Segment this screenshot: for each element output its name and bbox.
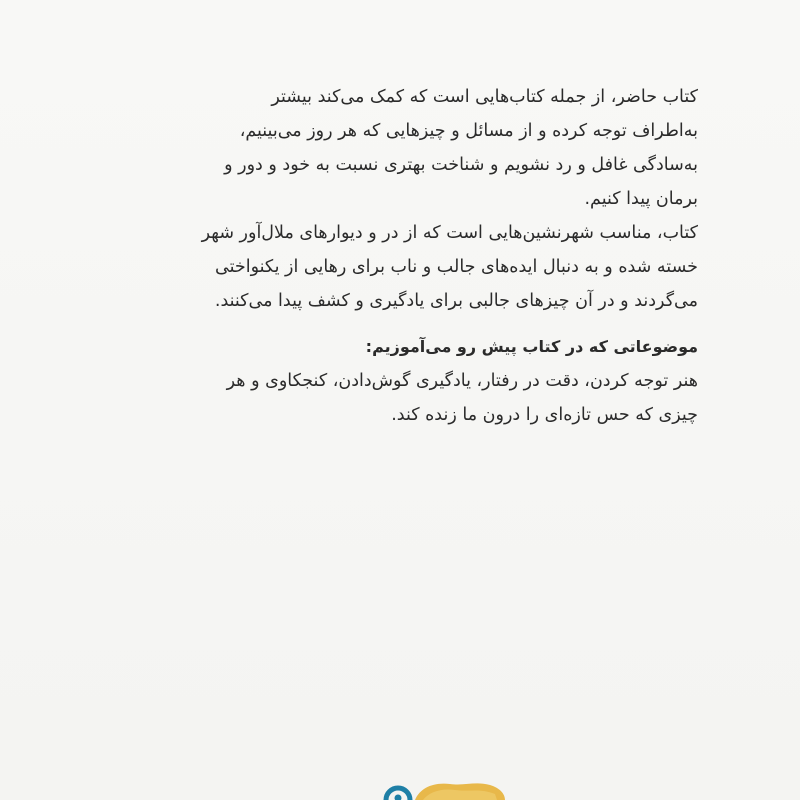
paragraph-1-line-2: به‌اطراف توجه کرده و از مسائل و چیزهایی که هر روز می‌بینیم، xyxy=(239,121,698,141)
paragraph-1-line-1: کتاب حاضر، از جمله کتاب‌هایی است که کمک می‌کند بیشتر xyxy=(271,87,698,107)
publisher-logo-icon xyxy=(382,772,414,800)
topics-line-2: چیزی که حس تازه‌ای را درون ما زنده کند. xyxy=(391,405,698,425)
yellow-blob-decoration xyxy=(415,780,505,800)
paragraph-2-line-2: خسته شده و به دنبال ایده‌های جالب و ناب برای رهایی از یکنواختی xyxy=(215,257,698,277)
topics-heading: موضوعاتی که در کتاب پیش رو می‌آموزیم: xyxy=(365,337,698,356)
spacer xyxy=(115,318,698,330)
blurb-text xyxy=(115,80,698,432)
topics-line-1: هنر توجه کردن، دقت در رفتار، یادگیری گوش‌دادن، کنجکاوی و هر xyxy=(226,371,698,391)
paragraph-2-line-1: کتاب، مناسب شهرنشین‌هایی است که از در و دیوارهای ملال‌آور شهر xyxy=(201,223,698,243)
paragraph-1-line-3: به‌سادگی غافل و رد نشویم و شناخت بهتری نسبت به خود و دور و xyxy=(224,155,698,175)
paragraph-1-line-4: برمان پیدا کنیم. xyxy=(584,189,698,209)
paragraph-2-line-3: می‌گردند و در آن چیزهای جالبی برای یادگیری و کشف پیدا می‌کنند. xyxy=(214,291,698,311)
